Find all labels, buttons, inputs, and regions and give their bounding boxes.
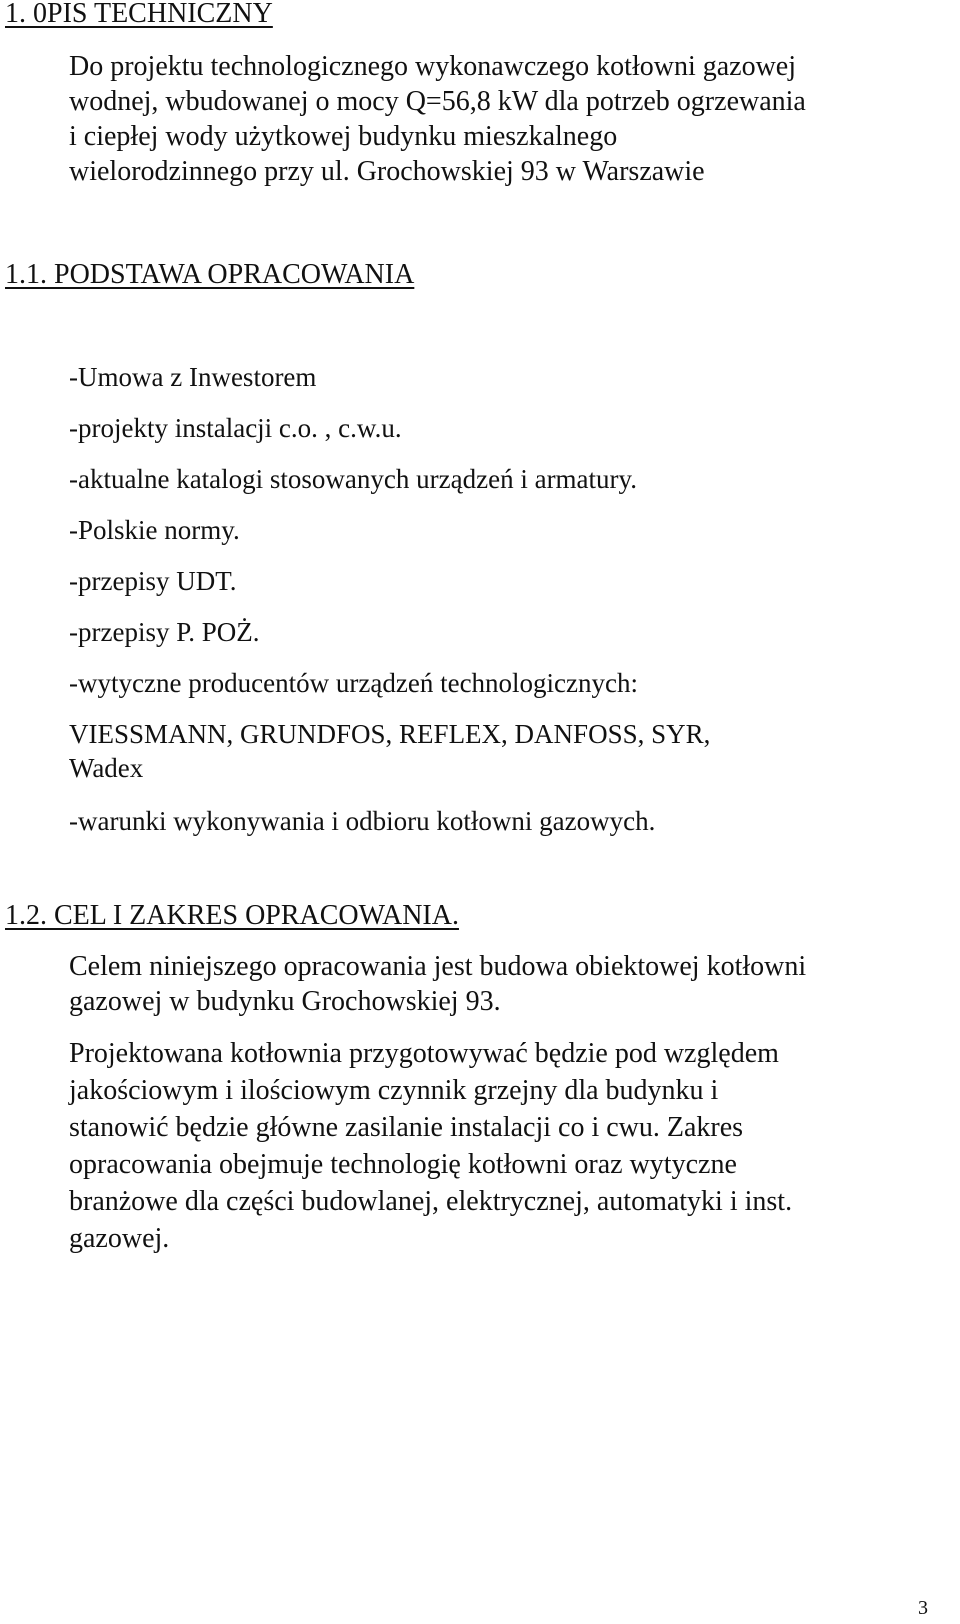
paragraph-line: opracowania obejmuje technologię kotłowni oraz wytyczne xyxy=(69,1149,737,1180)
intro-line: wodnej, wbudowanej o mocy Q=56,8 kW dla potrzeb ogrzewania xyxy=(69,86,806,117)
list-item: -Polskie normy. xyxy=(69,515,240,545)
paragraph-line: Projektowana kotłownia przygotowywać będzie pod względem xyxy=(69,1038,779,1069)
paragraph-line: gazowej w budynku Grochowskiej 93. xyxy=(69,986,501,1017)
intro-line: i ciepłej wody użytkowej budynku mieszkalnego xyxy=(69,121,618,152)
paragraph-line: stanowić będzie główne zasilanie instalacji co i cwu. Zakres xyxy=(69,1112,744,1143)
intro-line: Do projektu technologicznego wykonawczego kotłowni gazowej xyxy=(69,51,797,82)
section-1-heading: 1. 0PIS TECHNICZNY xyxy=(5,0,273,29)
paragraph-line: jakościowym i ilościowym czynnik grzejny dla budynku i xyxy=(69,1075,719,1106)
paragraph-line: Celem niniejszego opracowania jest budowa obiektowej kotłowni xyxy=(69,951,807,982)
list-item: -wytyczne producentów urządzeń technologicznych: xyxy=(69,668,639,698)
list-item: -warunki wykonywania i odbioru kotłowni gazowych. xyxy=(69,806,656,836)
list-item: Wadex xyxy=(69,753,144,783)
list-item: VIESSMANN, GRUNDFOS, REFLEX, DANFOSS, SYR, xyxy=(69,719,711,749)
intro-line: wielorodzinnego przy ul. Grochowskiej 93 w Warszawie xyxy=(69,156,705,187)
list-item: -Umowa z Inwestorem xyxy=(69,362,317,392)
section-1-1-heading: 1.1. PODSTAWA OPRACOWANIA xyxy=(5,259,415,290)
paragraph-line: gazowej. xyxy=(69,1223,170,1254)
list-item: -przepisy P. POŻ. xyxy=(69,617,260,647)
section-1-2-heading: 1.2. CEL I ZAKRES OPRACOWANIA. xyxy=(5,900,459,931)
paragraph-line: branżowe dla części budowlanej, elektrycznej, automatyki i inst. xyxy=(69,1186,793,1217)
page-number: 3 xyxy=(918,1597,928,1619)
list-item: -aktualne katalogi stosowanych urządzeń i armatury. xyxy=(69,464,638,494)
list-item: -przepisy UDT. xyxy=(69,566,237,596)
list-item: -projekty instalacji c.o. , c.w.u. xyxy=(69,413,402,443)
